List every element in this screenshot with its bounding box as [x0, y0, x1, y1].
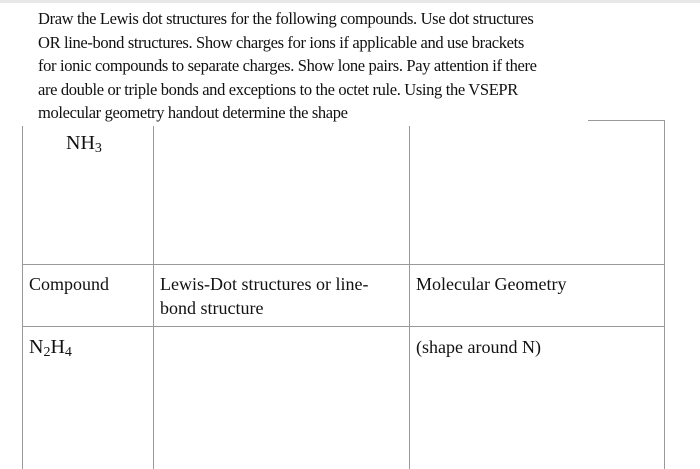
header-lewis: [160, 272, 368, 320]
header-compound: Compound: [29, 274, 110, 294]
instruction-line: are double or triple bonds and exceptions to the octet rule. Using the VSEPR: [38, 79, 518, 99]
instruction-line: molecular geometry handout determine the shape: [38, 103, 348, 123]
instruction-line: OR line-bond structures. Show charges for ions if applicable and use brackets: [38, 32, 524, 52]
table-border: [153, 126, 154, 469]
geometry-note: (shape around N): [416, 337, 541, 357]
subscript: 4: [64, 344, 72, 360]
table-border: [409, 126, 410, 469]
formula-text: N: [29, 336, 44, 358]
instructions: [38, 7, 598, 125]
header-lewis-line: bond structure: [160, 298, 264, 318]
instruction-line: Draw the Lewis dot structures for the following compounds. Use dot structures: [38, 9, 534, 28]
table-border: [664, 120, 665, 469]
table-border: [588, 120, 665, 121]
subscript: 3: [94, 140, 102, 156]
instruction-line: for ionic compounds to separate charges. Show lone pairs. Pay attention if there: [38, 56, 537, 76]
subscript: 2: [43, 344, 51, 360]
table-border: [22, 264, 665, 265]
top-border: [0, 0, 700, 3]
table-border: [22, 126, 23, 469]
compound-n2h4: [29, 335, 72, 359]
header-lewis-line: Lewis-Dot structures or line-: [160, 274, 369, 294]
table-border: [22, 326, 665, 327]
formula-text: NH: [66, 132, 95, 154]
header-geometry: Molecular Geometry: [416, 274, 567, 294]
formula-text: H: [50, 336, 65, 358]
compound-nh3: [66, 131, 102, 155]
